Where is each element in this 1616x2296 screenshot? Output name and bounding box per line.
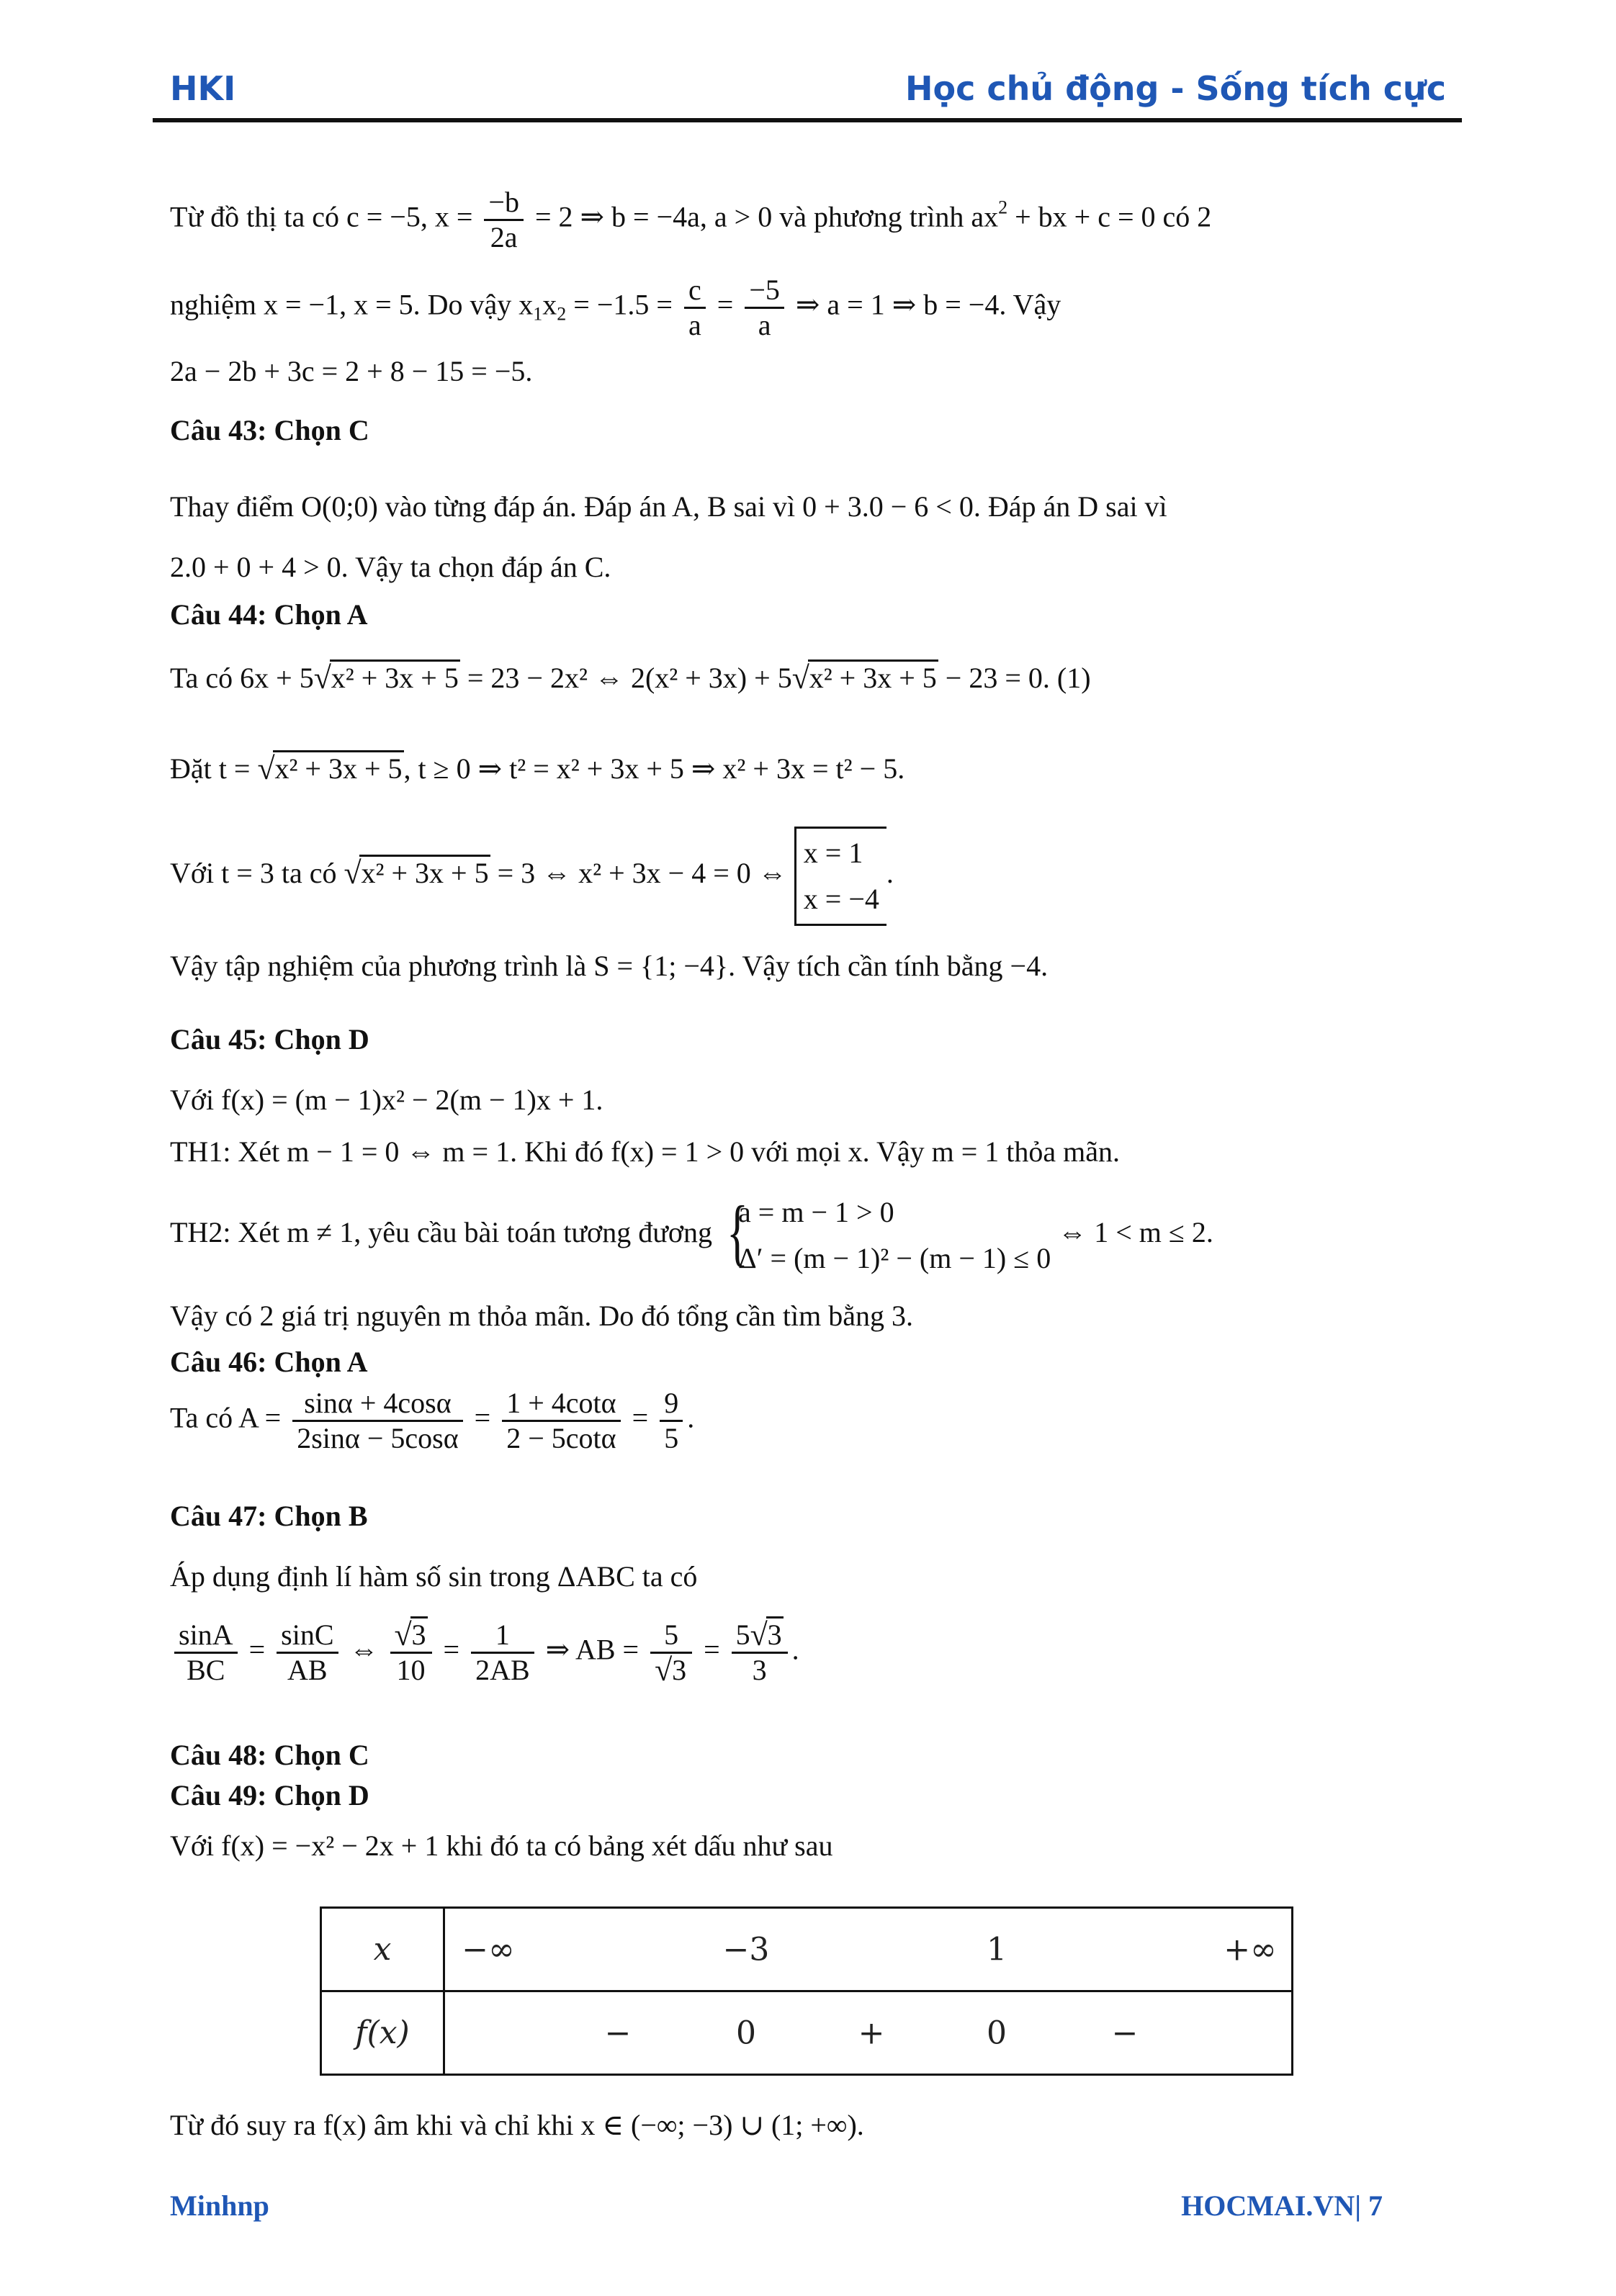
- sign-value: +: [858, 2014, 885, 2051]
- x-value: +∞: [1224, 1931, 1277, 1968]
- sqrt: √ x² + 3x + 5: [314, 661, 460, 695]
- fraction: $\frac{-b}{2a}$: [484, 186, 524, 254]
- fraction: $\frac{5√ 3}{3}$: [732, 1619, 788, 1687]
- header-rule: [153, 118, 1462, 122]
- question-48-heading: Câu 48: Chọn C: [170, 1739, 369, 1771]
- sign-value: 0: [987, 2014, 1007, 2051]
- question-46-heading: Câu 46: Chọn A: [170, 1346, 368, 1378]
- text-line-3: 2a − 2b + 3c = 2 + 8 − 15 = −5.: [170, 355, 533, 387]
- sign-table-row-fx: [321, 1991, 1293, 2075]
- text-line-2: nghiệm x = −1, x = 5. Do vậy $x_1x_2 = -1.5$ = $\frac{c}{a}$ = $\frac{-5}{a}$ ⇒ a = 1 ⇒ b = −4. Vậy: [170, 274, 1061, 341]
- question-49-heading: Câu 49: Chọn D: [170, 1779, 369, 1811]
- solution-bracket: x = 1 x = −4: [794, 827, 886, 926]
- x-value: −3: [722, 1931, 770, 1968]
- question-47-heading: Câu 47: Chọn B: [170, 1500, 368, 1532]
- q44-line-1: Ta có 6x + 5√ x² + 3x + 5 = 23 − 2x² ⇔ 2(x² + 3x) + 5√ x² + 3x + 5 − 23 = 0. (1): [170, 661, 1091, 695]
- q47-formula: $\frac{\sin A}{BC}$ = $\frac{\sin C}{AB}$ ⇔ √ $\frac{3}{10}$ = $\frac{1}{2AB}$ ⇒ AB = 5 √ 3 = $\frac{5√ 3}{3}$ .: [170, 1619, 799, 1687]
- q44-line-2: Đặt t = √ x² + 3x + 5, t ≥ 0 ⇒ t² = x² + 3x + 5 ⇒ x² + 3x = t² − 5.: [170, 752, 904, 786]
- sign-table-label-x: x: [321, 1908, 444, 1991]
- sign-value: −: [1111, 2014, 1139, 2051]
- x-value: 1: [987, 1931, 1007, 1968]
- q49-line-2: Từ đó suy ra f(x) âm khi và chỉ khi x ∈ (−∞; −3) ∪ (1; +∞).: [170, 2109, 864, 2141]
- fraction: $\frac{c}{a}$: [684, 274, 706, 342]
- question-43-heading: Câu 43: Chọn C: [170, 414, 369, 446]
- question-44-heading: Câu 44: Chọn A: [170, 598, 368, 631]
- fraction: 5 √ 3: [650, 1619, 692, 1687]
- sqrt: √ x² + 3x + 5: [257, 752, 403, 786]
- q45-line-3: TH2: Xét m ≠ 1, yêu cầu bài toán tương đương { a = m − 1 > 0 Δ′ = (m − 1)² − (m − 1) ≤ 0 ⇔ 1 < m ≤ 2.: [170, 1189, 1213, 1282]
- q49-line-1: Với f(x) = −x² − 2x + 1 khi đó ta có bảng xét dấu như sau: [170, 1829, 833, 1862]
- sign-table-label-fx: f(x): [321, 1991, 444, 2075]
- question-45-heading: Câu 45: Chọn D: [170, 1023, 369, 1055]
- sign-table: [320, 1906, 1293, 2076]
- x-value: −∞: [462, 1931, 515, 1968]
- header-left-title: HKI: [170, 69, 236, 108]
- q45-line-1: Với f(x) = (m − 1)x² − 2(m − 1)x + 1.: [170, 1084, 603, 1116]
- fraction: $\frac{1 + 4\cot\alpha}{2 - 5\cot\alpha}$: [502, 1387, 620, 1455]
- text-line-1: Từ đồ thị ta có c = −5, x = $\frac{-b}{2a}$ = 2 ⇒ b = −4a, a > 0 và phương trình $ax^2$ + bx + c = 0 có 2: [170, 186, 1212, 253]
- q46-formula: Ta có A = $\frac{\sin\alpha + 4\cos\alpha}{2\sin\alpha - 5\cos\alpha}$ = $\frac{1 + 4\cot\alpha}{2 - 5\cot\alpha}$ = $\frac{9}{5}$ .: [170, 1387, 695, 1454]
- q45-line-4: Vậy có 2 giá trị nguyên m thỏa mãn. Do đó tổng cần tìm bằng 3.: [170, 1300, 914, 1332]
- q43-line-2: 2.0 + 0 + 4 > 0. Vậy ta chọn đáp án C.: [170, 551, 611, 583]
- sign-value: −: [604, 2014, 632, 2051]
- fraction: $\frac{9}{5}$: [660, 1387, 683, 1455]
- q44-line-3: Với t = 3 ta có √ x² + 3x + 5 = 3 ⇔ x² + 3x − 4 = 0 ⇔ x = 1 x = −4 .: [170, 827, 894, 926]
- sqrt: √ x² + 3x + 5: [344, 856, 490, 891]
- q47-line-1: Áp dụng định lí hàm số sin trong ΔABC ta có: [170, 1560, 698, 1593]
- sign-value: 0: [736, 2014, 756, 2051]
- sign-table-row-x: [321, 1908, 1293, 1991]
- footer-site-page: HOCMAI.VN| 7: [1181, 2189, 1383, 2222]
- fraction: $\frac{\sin\alpha + 4\cos\alpha}{2\sin\alpha - 5\cos\alpha}$: [292, 1387, 462, 1455]
- footer-author: Minhnp: [170, 2189, 269, 2222]
- fraction: $\frac{\sin C}{AB}$: [277, 1619, 338, 1687]
- q43-line-1: Thay điểm O(0;0) vào từng đáp án. Đáp án A, B sai vì 0 + 3.0 − 6 < 0. Đáp án D sai vì: [170, 490, 1167, 523]
- q45-line-2: TH1: Xét m − 1 = 0 ⇔ m = 1. Khi đó f(x) = 1 > 0 với mọi x. Vậy m = 1 thỏa mãn.: [170, 1135, 1120, 1168]
- fraction: √ $\frac{3}{10}$: [390, 1619, 432, 1687]
- q44-line-4: Vậy tập nghiệm của phương trình là S = {1; −4}. Vậy tích cần tính bằng −4.: [170, 950, 1049, 982]
- fraction: $\frac{1}{2AB}$: [471, 1619, 534, 1687]
- fraction: $\frac{\sin A}{BC}$: [174, 1619, 238, 1687]
- fraction: $\frac{-5}{a}$: [745, 274, 784, 342]
- system-brace: { a = m − 1 > 0 Δ′ = (m − 1)² − (m − 1) ≤ 0: [719, 1189, 1051, 1282]
- sqrt: √ x² + 3x + 5: [792, 661, 938, 695]
- header-right-slogan: Học chủ động - Sống tích cực: [905, 69, 1446, 108]
